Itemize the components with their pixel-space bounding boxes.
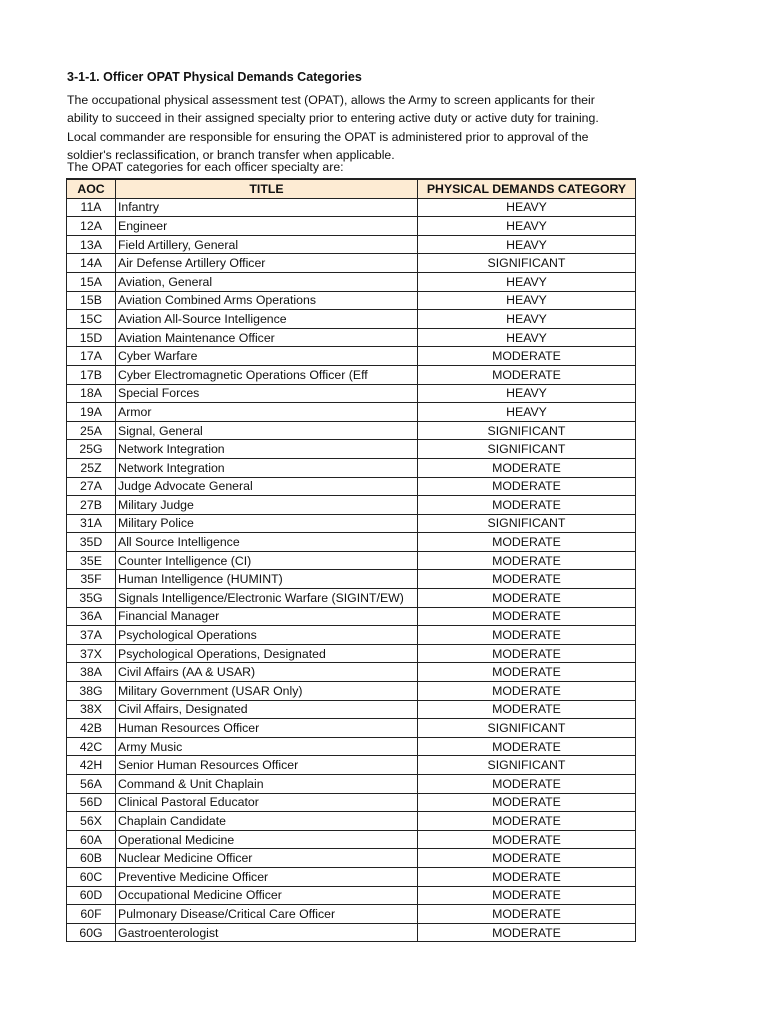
paragraph-line: soldier's reclassification, or branch transfer when applicable. (67, 147, 395, 162)
aoc-cell: 31A (67, 514, 116, 533)
table-row (67, 682, 636, 701)
title-cell: Network Integration (116, 440, 418, 459)
aoc-cell: 11A (67, 198, 116, 217)
table-row (67, 700, 636, 719)
title-cell: Cyber Warfare (116, 347, 418, 366)
table-row (67, 477, 636, 496)
category-cell: HEAVY (418, 328, 636, 347)
table-row (67, 923, 636, 942)
category-cell: MODERATE (418, 589, 636, 608)
aoc-cell: 37X (67, 644, 116, 663)
title-cell: Civil Affairs, Designated (116, 700, 418, 719)
category-cell: MODERATE (418, 700, 636, 719)
category-cell: SIGNIFICANT (418, 440, 636, 459)
category-cell: MODERATE (418, 551, 636, 570)
title-cell: Military Police (116, 514, 418, 533)
description-paragraph (67, 91, 647, 164)
category-cell: MODERATE (418, 496, 636, 515)
aoc-cell: 35E (67, 551, 116, 570)
table-row (67, 867, 636, 886)
table-row (67, 254, 636, 273)
table-row (67, 849, 636, 868)
aoc-cell: 60D (67, 886, 116, 905)
category-cell: MODERATE (418, 923, 636, 942)
table-row (67, 365, 636, 384)
title-cell: Chaplain Candidate (116, 812, 418, 831)
title-cell: Preventive Medicine Officer (116, 867, 418, 886)
table-row (67, 384, 636, 403)
title-cell: Clinical Pastoral Educator (116, 793, 418, 812)
table-row (67, 514, 636, 533)
title-cell: Gastroenterologist (116, 923, 418, 942)
title-cell: Nuclear Medicine Officer (116, 849, 418, 868)
aoc-cell: 38A (67, 663, 116, 682)
aoc-cell: 36A (67, 607, 116, 626)
table-row (67, 328, 636, 347)
paragraph-line: The occupational physical assessment test (OPAT), allows the Army to screen applicants for their (67, 93, 595, 107)
table-row (67, 756, 636, 775)
category-cell: HEAVY (418, 217, 636, 236)
table-row (67, 272, 636, 291)
category-cell: SIGNIFICANT (418, 719, 636, 738)
aoc-cell: 27B (67, 496, 116, 515)
category-cell: MODERATE (418, 682, 636, 701)
category-cell: MODERATE (418, 477, 636, 496)
title-cell: Pulmonary Disease/Critical Care Officer (116, 905, 418, 924)
title-cell: Network Integration (116, 458, 418, 477)
title-cell: Military Government (USAR Only) (116, 682, 418, 701)
category-cell: HEAVY (418, 310, 636, 329)
opat-category-table (66, 178, 636, 942)
category-cell: MODERATE (418, 793, 636, 812)
table-header-row (67, 179, 636, 198)
aoc-cell: 17A (67, 347, 116, 366)
aoc-cell: 56A (67, 775, 116, 794)
title-cell: Operational Medicine (116, 830, 418, 849)
title-cell: Field Artillery, General (116, 235, 418, 254)
title-cell: Civil Affairs (AA & USAR) (116, 663, 418, 682)
aoc-cell: 60G (67, 923, 116, 942)
category-cell: MODERATE (418, 812, 636, 831)
table-row (67, 719, 636, 738)
header-category: PHYSICAL DEMANDS CATEGORY (418, 179, 636, 198)
aoc-cell: 18A (67, 384, 116, 403)
category-cell: MODERATE (418, 607, 636, 626)
title-cell: Aviation, General (116, 272, 418, 291)
table-row (67, 551, 636, 570)
aoc-cell: 12A (67, 217, 116, 236)
title-cell: Engineer (116, 217, 418, 236)
category-cell: HEAVY (418, 272, 636, 291)
table-row (67, 589, 636, 608)
title-cell: Judge Advocate General (116, 477, 418, 496)
category-cell: MODERATE (418, 867, 636, 886)
table-row (67, 440, 636, 459)
category-cell: MODERATE (418, 775, 636, 794)
category-cell: HEAVY (418, 291, 636, 310)
aoc-cell: 56D (67, 793, 116, 812)
category-cell: MODERATE (418, 737, 636, 756)
category-cell: MODERATE (418, 663, 636, 682)
table-row (67, 775, 636, 794)
aoc-cell: 60A (67, 830, 116, 849)
table-row (67, 310, 636, 329)
category-cell: SIGNIFICANT (418, 421, 636, 440)
title-cell: Infantry (116, 198, 418, 217)
aoc-cell: 13A (67, 235, 116, 254)
category-cell: HEAVY (418, 403, 636, 422)
paragraph-line: ability to succeed in their assigned specialty prior to entering active duty or active duty for training. (67, 111, 599, 126)
table-row (67, 458, 636, 477)
table-row (67, 812, 636, 831)
title-cell: Psychological Operations (116, 626, 418, 645)
title-cell: Human Intelligence (HUMINT) (116, 570, 418, 589)
title-cell: Human Resources Officer (116, 719, 418, 738)
category-cell: MODERATE (418, 458, 636, 477)
header-aoc: AOC (67, 179, 116, 198)
table-row (67, 830, 636, 849)
title-cell: Military Judge (116, 496, 418, 515)
table-row (67, 570, 636, 589)
table-intro: The OPAT categories for each officer specialty are: (67, 160, 344, 174)
table-row (67, 533, 636, 552)
category-cell: MODERATE (418, 886, 636, 905)
aoc-cell: 60C (67, 867, 116, 886)
category-cell: HEAVY (418, 198, 636, 217)
title-cell: Aviation Maintenance Officer (116, 328, 418, 347)
aoc-cell: 15B (67, 291, 116, 310)
category-cell: HEAVY (418, 384, 636, 403)
category-cell: HEAVY (418, 235, 636, 254)
category-cell: MODERATE (418, 849, 636, 868)
title-cell: Occupational Medicine Officer (116, 886, 418, 905)
table-row (67, 737, 636, 756)
aoc-cell: 38G (67, 682, 116, 701)
category-cell: SIGNIFICANT (418, 514, 636, 533)
aoc-cell: 42B (67, 719, 116, 738)
title-cell: Army Music (116, 737, 418, 756)
aoc-cell: 37A (67, 626, 116, 645)
section-heading: 3-1-1. Officer OPAT Physical Demands Categories (67, 70, 362, 84)
aoc-cell: 15A (67, 272, 116, 291)
table-row (67, 607, 636, 626)
table-body (67, 198, 636, 942)
category-cell: MODERATE (418, 570, 636, 589)
table-row (67, 291, 636, 310)
title-cell: Command & Unit Chaplain (116, 775, 418, 794)
table-row (67, 644, 636, 663)
table-row (67, 217, 636, 236)
aoc-cell: 35D (67, 533, 116, 552)
category-cell: MODERATE (418, 365, 636, 384)
header-title: TITLE (116, 179, 418, 198)
aoc-cell: 27A (67, 477, 116, 496)
aoc-cell: 19A (67, 403, 116, 422)
aoc-cell: 14A (67, 254, 116, 273)
aoc-cell: 25G (67, 440, 116, 459)
category-cell: MODERATE (418, 830, 636, 849)
aoc-cell: 35F (67, 570, 116, 589)
table-row (67, 905, 636, 924)
aoc-cell: 60F (67, 905, 116, 924)
title-cell: Financial Manager (116, 607, 418, 626)
aoc-cell: 17B (67, 365, 116, 384)
table-row (67, 496, 636, 515)
aoc-cell: 38X (67, 700, 116, 719)
aoc-cell: 15D (67, 328, 116, 347)
category-cell: MODERATE (418, 626, 636, 645)
aoc-cell: 35G (67, 589, 116, 608)
title-cell: Aviation Combined Arms Operations (116, 291, 418, 310)
category-cell: SIGNIFICANT (418, 756, 636, 775)
aoc-cell: 25A (67, 421, 116, 440)
table-row (67, 626, 636, 645)
paragraph-line: Local commander are responsible for ensuring the OPAT is administered prior to approval of the (67, 129, 589, 144)
table-row (67, 235, 636, 254)
aoc-cell: 25Z (67, 458, 116, 477)
title-cell: Senior Human Resources Officer (116, 756, 418, 775)
table-row (67, 198, 636, 217)
category-cell: MODERATE (418, 644, 636, 663)
table-row (67, 347, 636, 366)
title-cell: Air Defense Artillery Officer (116, 254, 418, 273)
category-cell: MODERATE (418, 533, 636, 552)
table-row (67, 663, 636, 682)
title-cell: Counter Intelligence (CI) (116, 551, 418, 570)
aoc-cell: 56X (67, 812, 116, 831)
title-cell: Aviation All-Source Intelligence (116, 310, 418, 329)
title-cell: Signal, General (116, 421, 418, 440)
title-cell: Psychological Operations, Designated (116, 644, 418, 663)
table-row (67, 403, 636, 422)
table-row (67, 793, 636, 812)
category-cell: MODERATE (418, 347, 636, 366)
title-cell: Armor (116, 403, 418, 422)
aoc-cell: 15C (67, 310, 116, 329)
table-row (67, 421, 636, 440)
table-row (67, 886, 636, 905)
title-cell: All Source Intelligence (116, 533, 418, 552)
category-cell: SIGNIFICANT (418, 254, 636, 273)
title-cell: Special Forces (116, 384, 418, 403)
aoc-cell: 42C (67, 737, 116, 756)
aoc-cell: 60B (67, 849, 116, 868)
title-cell: Signals Intelligence/Electronic Warfare (SIGINT/EW) (116, 589, 418, 608)
category-cell: MODERATE (418, 905, 636, 924)
aoc-cell: 42H (67, 756, 116, 775)
title-cell: Cyber Electromagnetic Operations Officer (Eff (116, 365, 418, 384)
